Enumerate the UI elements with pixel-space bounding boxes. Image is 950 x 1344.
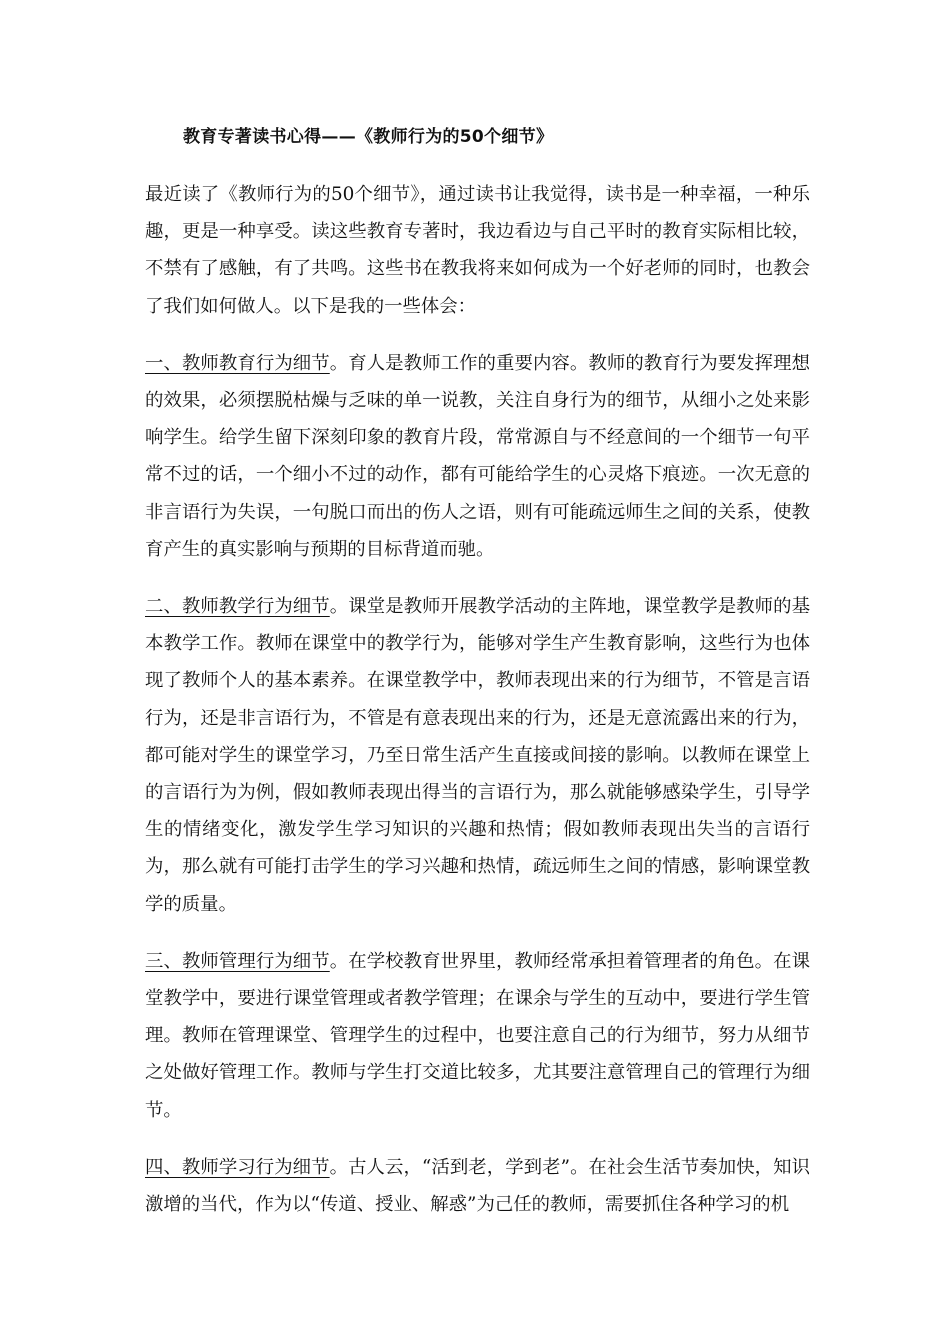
section-paragraph-2 [145, 588, 810, 923]
paragraph-text: 。在学校教育世界里，教师经常承担着管理者的角色。在课堂教学中，要进行课堂管理或者教学管理；在课余与学生的互动中，要进行学生管理。教师在管理课堂、管理学生的过程中，也要注意自己的行为细节，努力从细节之处做好管理工作。教师与学生打交道比较多，尤其要注意管理自己的管理行为细节。 [145, 950, 810, 1121]
paragraph-text: 。育人是教师工作的重要内容。教师的教育行为要发挥理想的效果，必须摆脱枯燥与乏味的单一说教，关注自身行为的细节，从细小之处来影响学生。给学生留下深刻印象的教育片段，常常源自与不经意间的一个细节一句平常不过的话，一个细小不过的动作，都有可能给学生的心灵烙下痕迹。一次无意的非言语行为失误，一句脱口而出的伤人之语，则有可能疏远师生之间的关系，使教育产生的真实影响与预期的目标背道而驰。 [145, 352, 810, 560]
section-heading-2: 二、教师教学行为细节 [145, 596, 330, 618]
section-heading-4: 四、教师学习行为细节 [145, 1156, 330, 1178]
section-paragraph-1 [145, 345, 810, 568]
intro-paragraph [145, 176, 810, 325]
paragraph-text: 。课堂是教师开展教学活动的主阵地，课堂教学是教师的基本教学工作。教师在课堂中的教学行为，能够对学生产生教育影响，这些行为也体现了教师个人的基本素养。在课堂教学中，教师表现出来的行为细节，不管是言语行为，还是非言语行为，不管是有意表现出来的行为，还是无意流露出来的行为，都可能对学生的课堂学习，乃至日常生活产生直接或间接的影响。以教师在课堂上的言语行为为例，假如教师表现出得当的言语行为，那么就能够感染学生，引导学生的情绪变化，激发学生学习知识的兴趣和热情；假如教师表现出失当的言语行为，那么就有可能打击学生的学习兴趣和热情，疏远师生之间的情感，影响课堂教学的质量。 [145, 596, 810, 915]
section-heading-3: 三、教师管理行为细节 [145, 950, 330, 972]
section-paragraph-4 [145, 1149, 810, 1223]
section-heading-1: 一、教师教育行为细节 [145, 352, 330, 374]
document-body [145, 176, 810, 1243]
paragraph-text: 最近读了《教师行为的50个细节》，通过读书让我觉得，读书是一种幸福，一种乐趣，更是一种享受。读这些教育专著时，我边看边与自己平时的教育实际相比较，不禁有了感触，有了共鸣。这些书在教我将来如何成为一个好老师的同时，也教会了我们如何做人。以下是我的一些体会： [145, 184, 810, 317]
section-paragraph-3 [145, 943, 810, 1129]
document-title: 教育专著读书心得——《教师行为的50个细节》 [183, 127, 554, 147]
paragraph-text: 。古人云，“活到老，学到老”。在社会生活节奏加快，知识激增的当代，作为以“传道、授业、解惑”为己任的教师，需要抓住各种学习的机 [145, 1156, 810, 1216]
